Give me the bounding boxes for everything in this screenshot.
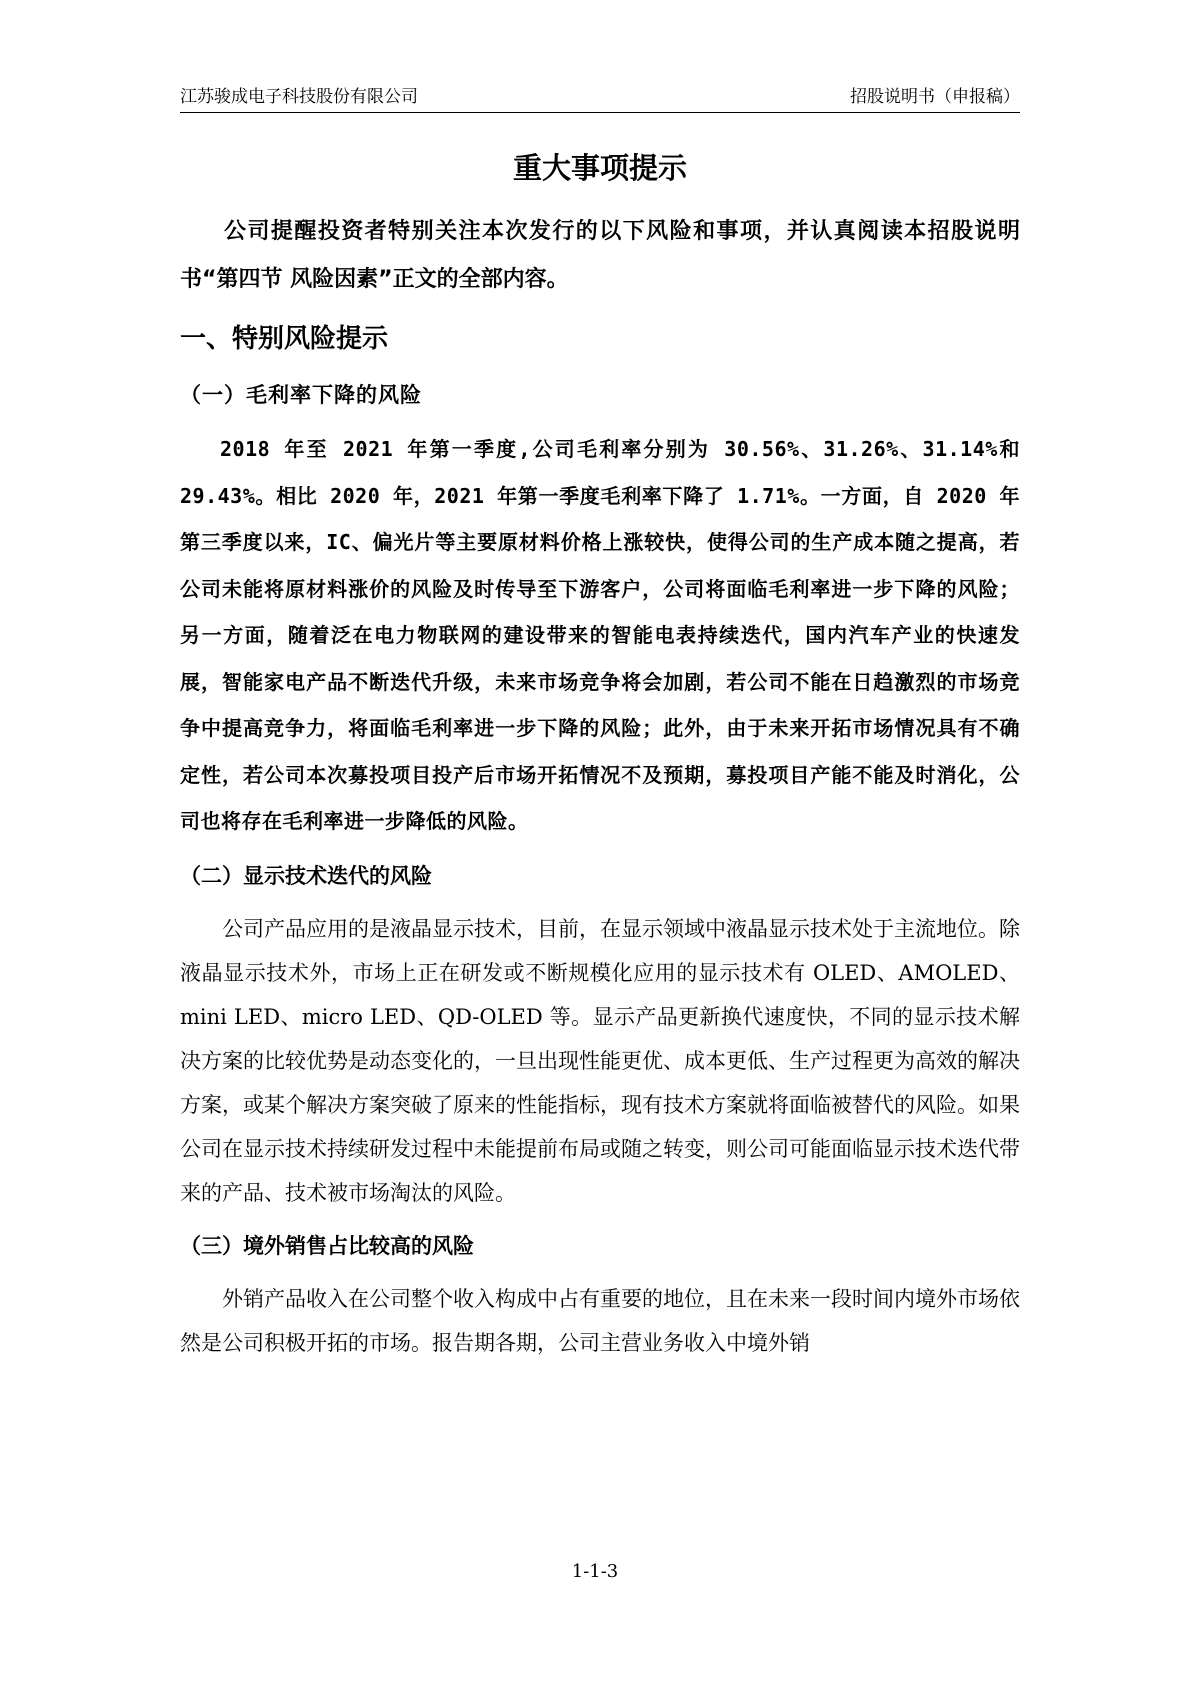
page-content xyxy=(180,140,1020,1365)
subsection-heading-overseas-sales: （三）境外销售占比较高的风险 xyxy=(180,1233,474,1258)
subsection-heading-display-tech: （二）显示技术迭代的风险 xyxy=(180,863,432,888)
paragraph-gross-margin: 2018 年至 2021 年第一季度,公司毛利率分别为 30.56%、31.26%、31.14%和 29.43%。相比 2020 年，2021 年第一季度毛利率下降了 1.71%。一方面，自 2020 年第三季度以来，IC、偏光片等主要原材料价格上涨较快，使得公司的生产成本随之提高，若公司未能将原材料涨价的风险及时传导至下游客户，公司将面临毛利率进一步下降的风险；另一方面，随着泛在电力物联网的建设带来的智能电表持续迭代，国内汽车产业的快速发展，智能家电产品不断迭代升级，未来市场竞争将会加剧，若公司不能在日趋激烈的市场竞争中提高竞争力，将面临毛利率进一步下降的风险；此外，由于未来开拓市场情况具有不确定性，若公司本次募投项目投产后市场开拓情况不及预期，募投项目产能不能及时消化，公司也将存在毛利率进一步降低的风险。 xyxy=(180,437,1020,833)
section-heading-special-risks: 一、特别风险提示 xyxy=(180,324,389,354)
subsection-heading-gross-margin: （一）毛利率下降的风险 xyxy=(180,383,422,407)
page-header xyxy=(180,84,1020,113)
paragraph-display-tech: 公司产品应用的是液晶显示技术，目前，在显示领域中液晶显示技术处于主流地位。除液晶显示技术外，市场上正在研发或不断规模化应用的显示技术有 OLED、AMOLED、mini LED、micro LED、QD-OLED 等。显示产品更新换代速度快，不同的显示技术解决方案的比较优势是动态变化的，一旦出现性能更优、成本更低、生产过程更为高效的解决方案，或某个解决方案突破了原来的性能指标，现有技术方案就将面临被替代的风险。如果公司在显示技术持续研发过程中未能提前布局或随之转变，则公司可能面临显示技术迭代带来的产品、技术被市场淘汰的风险。 xyxy=(180,916,1020,1205)
paragraph-overseas-sales: 外销产品收入在公司整个收入构成中占有重要的地位，且在未来一段时间内境外市场依然是公司积极开拓的市场。报告期各期，公司主营业务收入中境外销 xyxy=(180,1286,1020,1355)
page-number: 1-1-3 xyxy=(571,1561,619,1582)
header-doc-type: 招股说明书（申报稿） xyxy=(850,87,1020,107)
intro-paragraph: 公司提醒投资者特别关注本次发行的以下风险和事项，并认真阅读本招股说明书“第四节 风险因素”正文的全部内容。 xyxy=(180,219,1020,292)
page-title: 重大事项提示 xyxy=(512,151,687,185)
header-company: 江苏骏成电子科技股份有限公司 xyxy=(180,87,418,107)
